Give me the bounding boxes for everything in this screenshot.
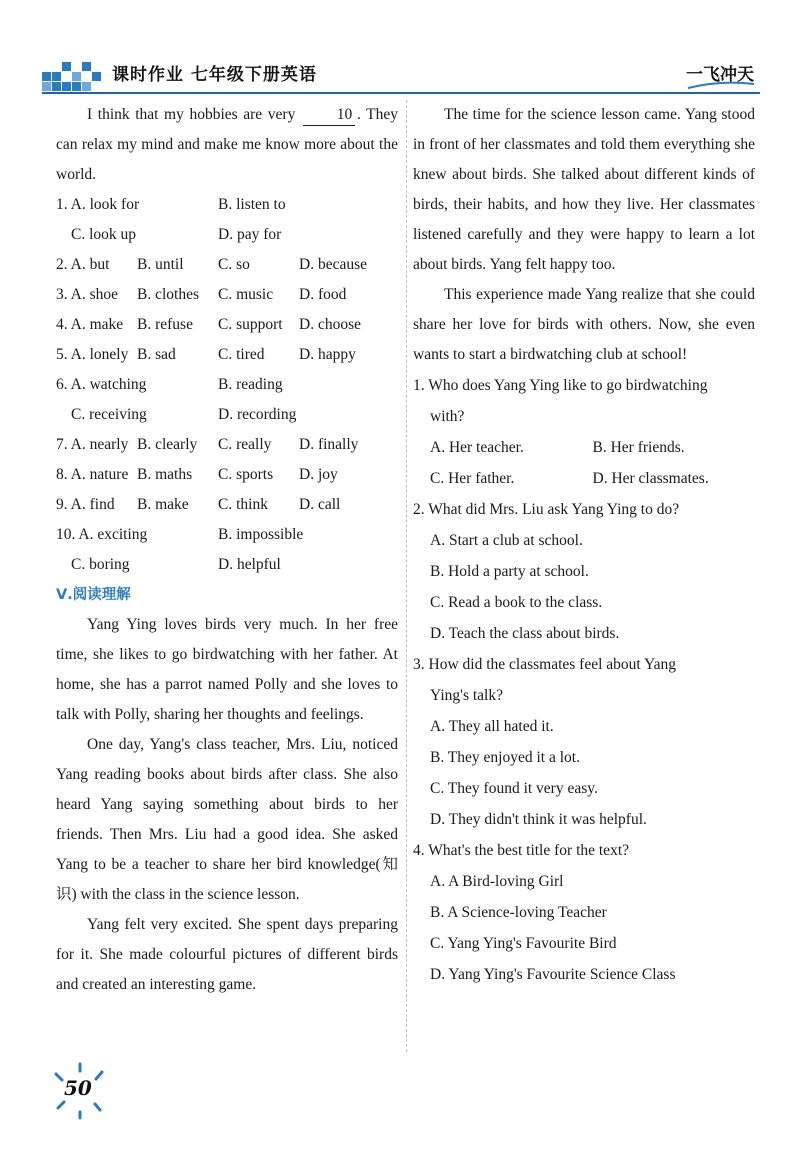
option-row [56,460,398,490]
option-text: D. They didn't think it was helpful. [430,811,647,828]
option-text: C. so [218,256,250,273]
option-text: 5. A. lonely [56,346,129,363]
option-text: B. A Science-loving Teacher [430,904,607,921]
option-text: C. music [218,286,274,303]
passage-paragraph: The time for the science lesson came. Yang stood in front of her classmates and told them everything she knew about birds. She talked about different kinds of birds, their habits, and how they live. Her classmates listened carefully and they were happy to learn a lot about birds. Yang felt happy too. [413,106,755,273]
option-text: B. reading [218,376,283,393]
passage-paragraph: This experience made Yang realize that she could share her love for birds with others. Now, she even wants to start a birdwatching club at school! [413,286,755,363]
option-text: 2. A. but [56,256,110,273]
left-column [56,100,398,1000]
question [413,649,755,835]
option-text: D. pay for [218,226,282,243]
option-text: B. Hold a party at school. [430,563,589,580]
cloze-blank: 10 [303,105,355,126]
passage-paragraph: Yang Ying loves birds very much. In her free time, she likes to go birdwatching with her father. At home, she has a parrot named Polly and she loves to talk with Polly, sharing her thoughts and feelings. [56,616,398,723]
cloze-intro-period: . [356,106,361,123]
option-row [56,190,398,220]
passage-paragraph: One day, Yang's class teacher, Mrs. Liu, noticed Yang reading books about birds after class. She also heard Yang saying something about birds to her friends. Then Mrs. Liu had a good idea. She asked Yang to be a teacher to share her bird knowledge(知识) with the class in the science lesson. [56,736,398,903]
option-text: D. joy [299,466,338,483]
option-text: B. clothes [137,286,199,303]
option-text: C. really [218,436,272,453]
option-text: 1. A. look for [56,196,140,213]
cloze-intro-line1: I think that my hobbies are very [87,106,296,123]
option-text: C. think [218,496,268,513]
brand-swoosh-icon [686,80,756,90]
option-text: B. listen to [218,196,286,213]
option-row [56,520,398,550]
page-header [0,0,800,96]
option-row [56,340,398,370]
option-text: C. tired [218,346,265,363]
option-text: A. Start a club at school. [430,532,583,549]
option-row [56,280,398,310]
header-rule [42,92,760,94]
option-text: D. happy [299,346,356,363]
option-row [56,550,398,580]
option-text: 3. A. shoe [56,286,119,303]
question-stem: 1. Who does Yang Ying like to go birdwatching [413,377,708,394]
question [413,370,755,494]
option-text: B. refuse [137,316,193,333]
option-text: B. Her friends. [592,439,685,456]
option-text: B. clearly [137,436,198,453]
question-stem: 3. How did the classmates feel about Yang [413,656,677,673]
option-text: C. boring [71,556,130,573]
option-text: 7. A. nearly [56,436,129,453]
option-text: A. Her teacher. [430,439,524,456]
option-text: C. Her father. [430,470,515,487]
question-stem: 4. What's the best title for the text? [413,842,630,859]
option-text: 9. A. find [56,496,115,513]
option-row [56,430,398,460]
option-text: D. Yang Ying's Favourite Science Class [430,966,676,983]
option-row [56,370,398,400]
passage-paragraph: Yang felt very excited. She spent days preparing for it. She made colourful pictures of different birds and created an interesting game. [56,916,398,993]
right-column [413,100,755,990]
option-text: D. call [299,496,341,513]
cloze-intro-rest: They can relax my mind and make me know more about the world. [56,106,398,183]
cloze-intro [56,100,398,190]
page-number: 50 [64,1076,92,1100]
option-text: C. They found it very easy. [430,780,598,797]
option-row [413,432,755,463]
option-row [56,490,398,520]
option-text: A. A Bird-loving Girl [430,873,564,890]
option-row [413,463,755,494]
option-text: D. finally [299,436,359,453]
option-text: D. helpful [218,556,281,573]
question-stem: Ying's talk? [430,687,503,704]
option-text: C. Read a book to the class. [430,594,603,611]
option-row [56,400,398,430]
option-text: C. support [218,316,283,333]
option-text: B. make [137,496,189,513]
option-text: B. maths [137,466,193,483]
option-text: B. They enjoyed it a lot. [430,749,580,766]
column-divider [406,100,407,1052]
option-text: D. Teach the class about birds. [430,625,620,642]
option-text: C. sports [218,466,274,483]
option-text: A. They all hated it. [430,718,554,735]
question-stem: 2. What did Mrs. Liu ask Yang Ying to do? [413,501,680,518]
option-text: D. food [299,286,347,303]
question-stem: with? [430,408,465,425]
question [413,494,755,649]
option-text: C. Yang Ying's Favourite Bird [430,935,617,952]
option-text: 8. A. nature [56,466,129,483]
cloze-options [56,190,398,580]
option-text: 4. A. make [56,316,124,333]
option-text: B. until [137,256,184,273]
option-row [56,250,398,280]
option-text: C. receiving [71,406,147,423]
option-text: C. look up [71,226,137,243]
option-text: D. because [299,256,367,273]
header-title: 课时作业 七年级下册英语 [112,65,317,85]
option-text: 10. A. exciting [56,526,148,543]
option-text: B. sad [137,346,176,363]
option-text: D. recording [218,406,297,423]
header-brand: 一飞冲天 [686,65,754,85]
section-title: Ⅴ.阅读理解 [56,587,131,603]
option-text: D. choose [299,316,361,333]
option-row [56,310,398,340]
option-text: B. impossible [218,526,304,543]
option-row [56,220,398,250]
option-text: D. Her classmates. [592,470,709,487]
logo-squares-icon [42,58,102,92]
question [413,835,755,990]
option-text: 6. A. watching [56,376,147,393]
